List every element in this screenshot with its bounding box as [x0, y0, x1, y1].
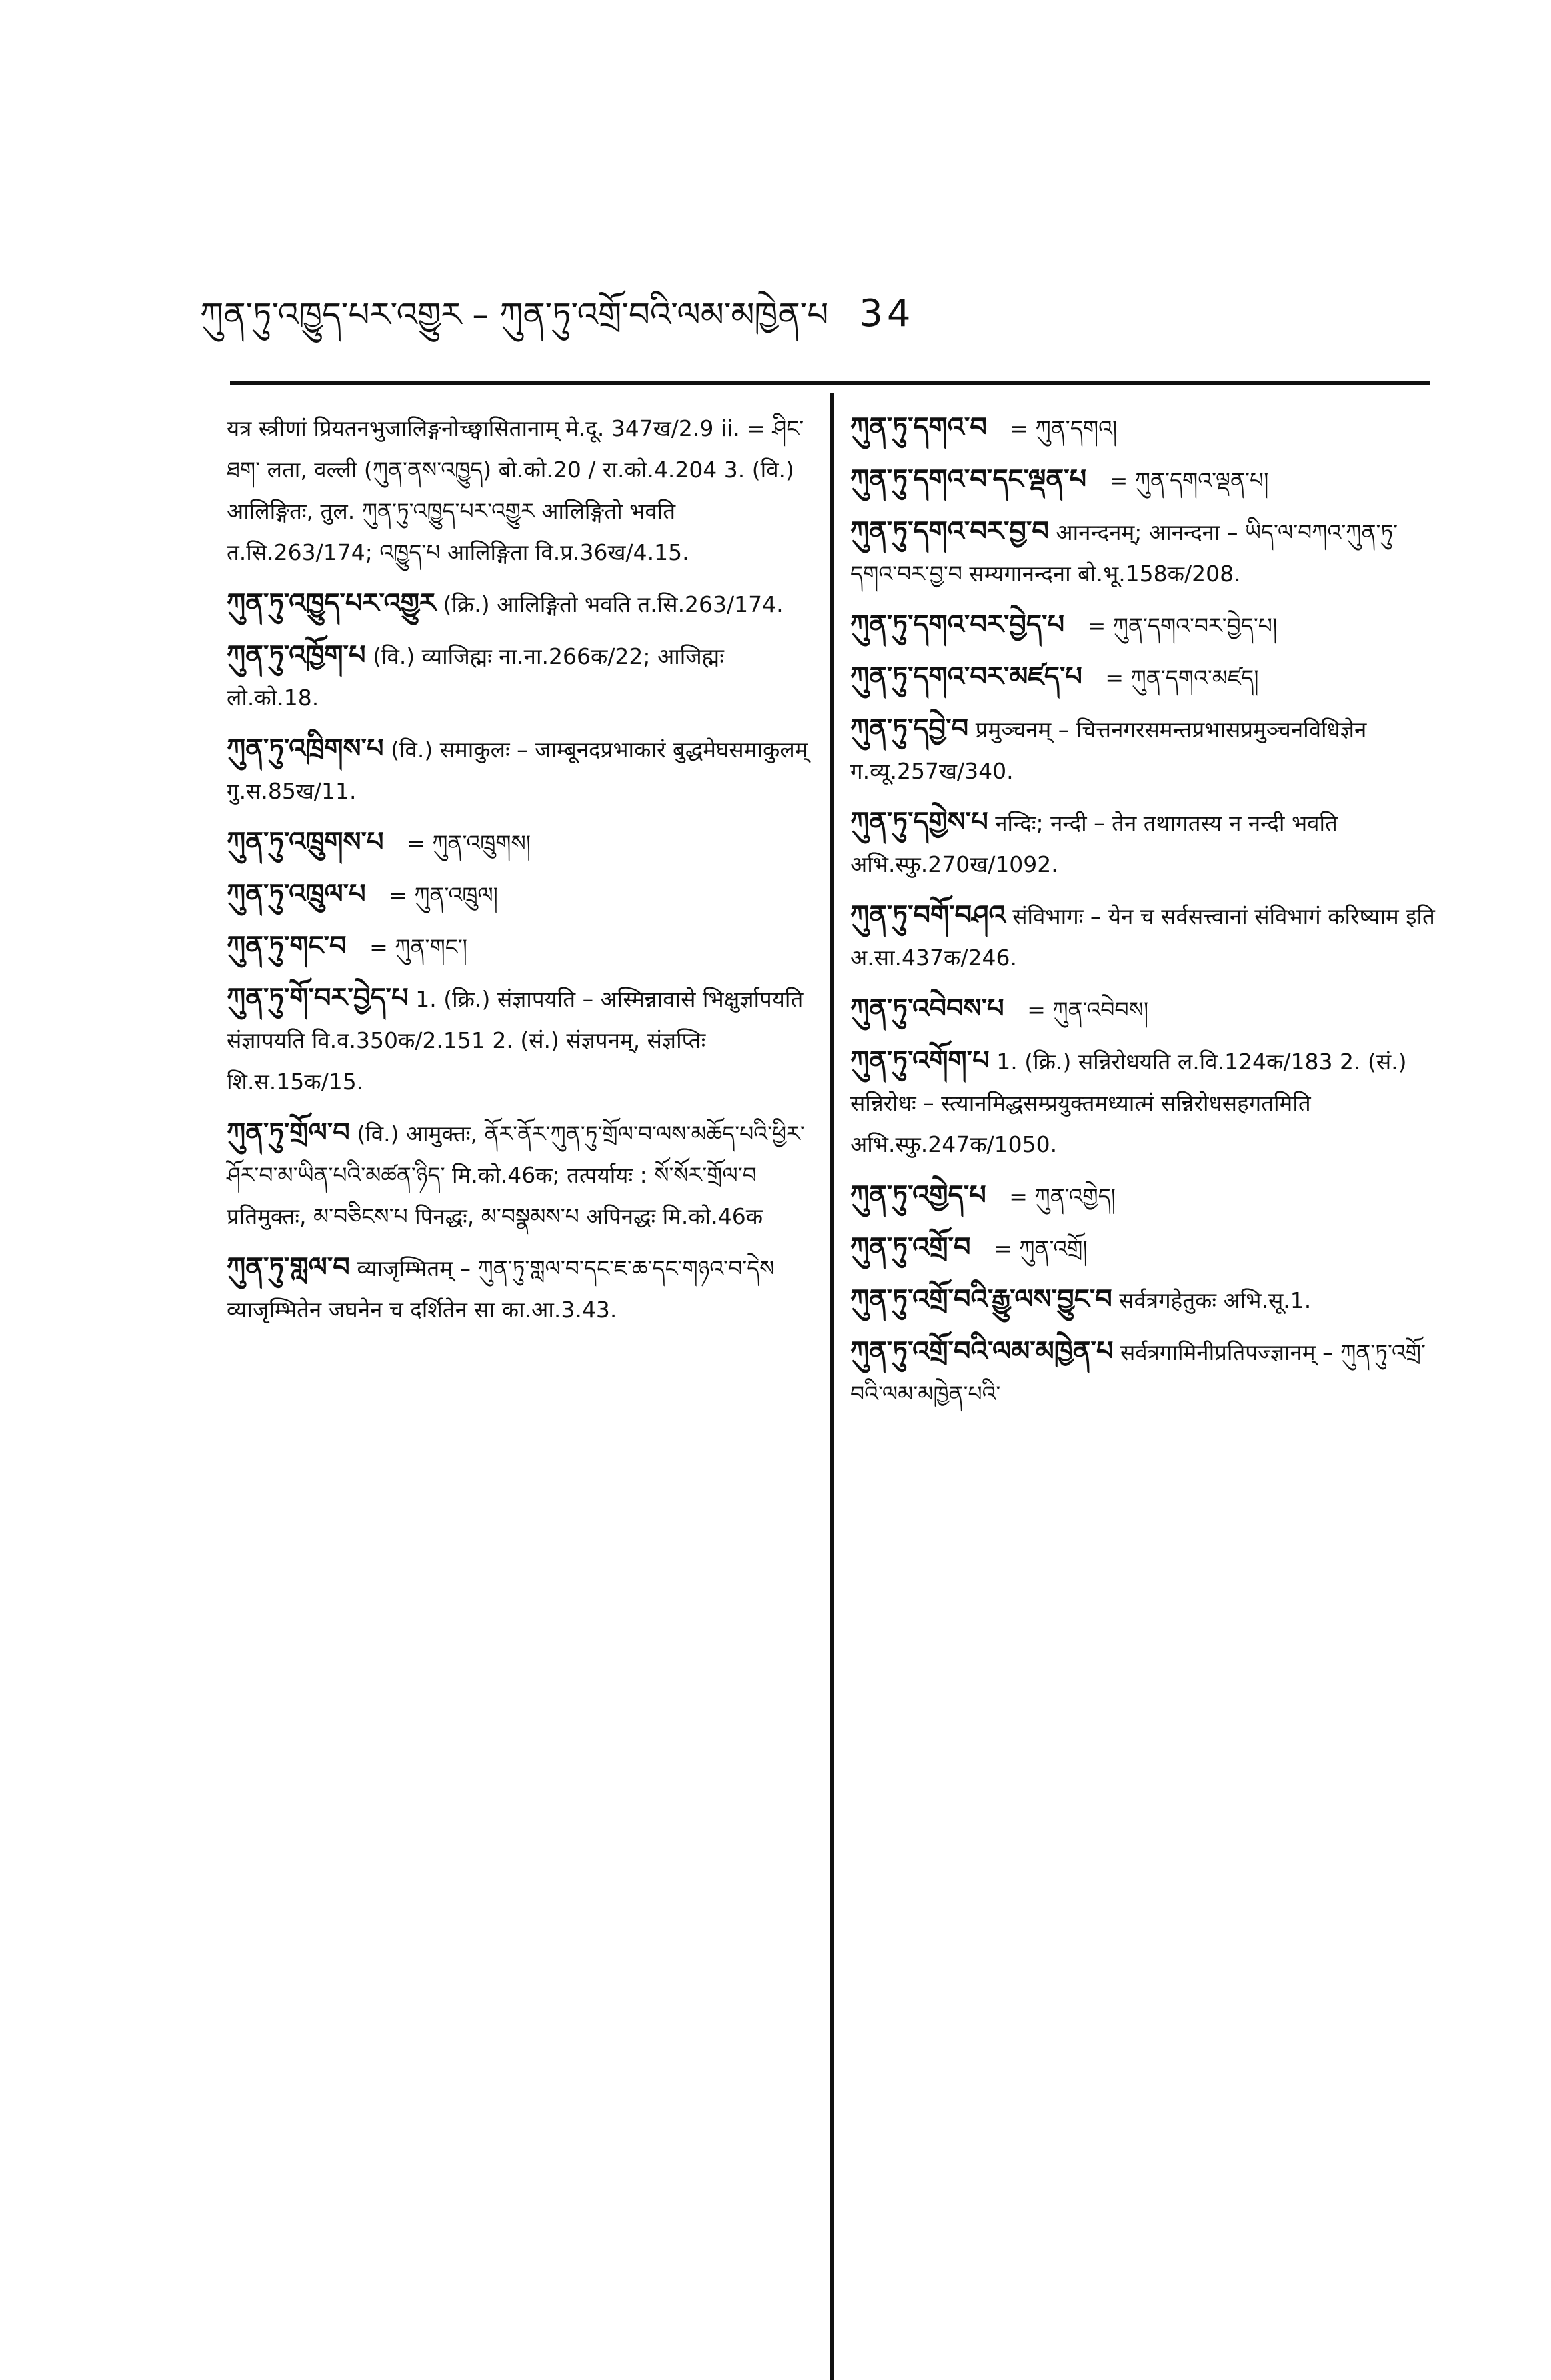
- dictionary-entry: [850, 708, 1437, 792]
- entry-text: = ཀུན་དགའ་ལྡན་པ།: [1109, 467, 1269, 493]
- dictionary-entry: [227, 728, 814, 812]
- entry-text: यत्र स्त्रीणां प्रियतनभुजालिङ्गनोच्छ्वासितानाम् मे.दू. 347ख/2.9 ii. = ཤིང་ཐག་ लता, वल्ली (ཀུན་ནས་འཁྱུད) बो.को.20 / रा.को.4.204 3. (वि.) आलिङ्गितः, तुल. ཀུན་ཏུ་འཁྱུད་པར་འགྱུར आलिङ्गितो भवति त.सि.263/174; འཁྱུད་པ आलिङ्गिता वि.प्र.36ख/4.15.: [227, 415, 804, 565]
- entry-headword: ཀུན་ཏུ་དབྱེ་བ: [850, 713, 969, 744]
- entry-headword: ཀུན་ཏུ་དགའ་བར་བྱེད་པ: [850, 609, 1065, 640]
- entry-headword: ཀུན་ཏུ་འགྲོ་བ: [850, 1232, 971, 1263]
- dictionary-entry: [227, 1247, 814, 1331]
- dictionary-entry: [850, 1331, 1437, 1415]
- entry-text: = ཀུན་འགྲོ།: [994, 1235, 1088, 1261]
- entry-headword: ཀུན་ཏུ་གླལ་བ: [227, 1252, 350, 1283]
- entry-headword: ཀུན་ཏུ་འཁྲུལ་པ: [227, 879, 366, 909]
- entry-headword: ཀུན་ཏུ་འཁྲུགས་པ: [227, 827, 384, 857]
- entry-headword: ཀུན་ཏུ་དགའ་བ་དང་ལྡན་པ: [850, 464, 1087, 495]
- entry-headword: ཀུན་ཏུ་དགའ་བར་མཛད་པ: [850, 661, 1082, 692]
- entry-text: = ཀུན་འཁྲུགས།: [407, 830, 531, 856]
- dictionary-entry: [850, 895, 1437, 979]
- entry-text: = ཀུན་འགྱེད།: [1009, 1183, 1116, 1209]
- dictionary-entry: [850, 604, 1437, 647]
- dictionary-entry: [850, 801, 1437, 885]
- entry-text: (वि.) समाकुलः – जाम्बूनदप्रभाकारं बुद्धमेघसमाकुलम् गु.स.85ख/11.: [227, 737, 808, 804]
- entry-text: व्याजृम्भितम् – ཀུན་ཏུ་གླལ་བ་དང་ཇ་ཆ་དང་གཉའ་བ་དེས व्याजृम्भितेन जघनेन च दर्शितेन सा का.आ.3.43.: [227, 1255, 775, 1323]
- entry-text: = ཀུན་དགའ་མཛད།: [1105, 665, 1259, 691]
- entry-headword: ཀུན་ཏུ་བགོ་བཤའ: [850, 900, 1006, 931]
- entry-text: (वि.) व्याजिह्मः ना.ना.266क/22; आजिह्मः लो.को.18.: [227, 643, 724, 711]
- entry-text: सर्वत्रगामिनीप्रतिपज्ज्ञानम् – ཀུན་ཏུ་འགྲོ་བའི་ལམ་མཁྱེན་པའི་: [850, 1339, 1426, 1407]
- header-rule: [230, 381, 1430, 385]
- dictionary-entry: [227, 925, 814, 968]
- dictionary-entry: [227, 1112, 814, 1237]
- dictionary-entry: [227, 407, 814, 573]
- entry-headword: ཀུན་ཏུ་འབེབས་པ: [850, 993, 1004, 1024]
- entry-text: = ཀུན་དགའ་བར་བྱེད་པ།: [1087, 613, 1278, 639]
- entry-headword: ཀུན་ཏུ་དགའ་བར་བྱ་བ: [850, 516, 1049, 547]
- dictionary-entry: [850, 1227, 1437, 1269]
- entry-text: आनन्दनम्; आनन्दना – ཡིད་ལ་བཀའ་ཀུན་ཏུ་དགའ་བར་བྱ་བ सम्यगानन्दना बो.भू.158क/208.: [850, 519, 1398, 587]
- dictionary-entry: [850, 407, 1437, 449]
- entry-headword: ཀུན་ཏུ་འགོག་པ: [850, 1045, 990, 1076]
- dictionary-entry: [850, 988, 1437, 1031]
- dictionary-entry: [850, 459, 1437, 501]
- dictionary-entry: [850, 1040, 1437, 1165]
- entry-text: संविभागः – येन च सर्वसत्त्वानां संविभागं करिष्याम इति अ.सा.437क/246.: [850, 903, 1435, 971]
- entry-text: = ཀུན་གང་།: [369, 934, 467, 960]
- running-header: [200, 293, 915, 335]
- column-divider: [830, 393, 834, 2380]
- dictionary-entry: [227, 977, 814, 1103]
- entry-text: नन्दिः; नन्दी – तेन तथागतस्य न नन्दी भवति अभि.स्फु.270ख/1092.: [850, 810, 1338, 877]
- entry-text: = ཀུན་འཁྲུལ།: [389, 882, 498, 908]
- entry-text: 1. (क्रि.) सन्निरोधयति ल.वि.124क/183 2. (सं.) सन्निरोधः – स्त्यानमिद्धसम्प्रयुक्तमध्यात्मं सन्निरोधसहगतमिति अभि.स्फु.247क/1050.: [850, 1049, 1407, 1157]
- entry-text: प्रमुञ्चनम् – चित्तनगरसमन्तप्रभासप्रमुञ्चनविधिज्ञेन ग.व्यू.257ख/340.: [850, 717, 1367, 784]
- header-title: ཀུན་ཏུ་འཁྱུད་པར་འགྱུར – ཀུན་ཏུ་འགྲོ་བའི་ལམ་མཁྱེན་པ: [200, 295, 829, 334]
- entry-text: = ཀུན་འབེབས།: [1027, 997, 1149, 1023]
- entry-text: सर्वत्रगहेतुकः अभि.सू.1.: [1119, 1287, 1312, 1313]
- entry-headword: ཀུན་ཏུ་གང་བ: [227, 931, 347, 961]
- entry-text: = ཀུན་དགའ།: [1010, 415, 1118, 441]
- entry-headword: ཀུན་ཏུ་གོ་བར་བྱེད་པ: [227, 983, 409, 1013]
- entry-text: (वि.) आमुक्तः, ནོར་ནོར་ཀུན་ཏུ་གྲོལ་བ་ལས་མཆོད་པའི་ཕྱིར་ཤོར་བ་མ་ཡིན་པའི་མཚན་ཉིད་ मि.को.46क; तत्पर्यायः : སོ་སོར་གྲོལ་བ प्रतिमुक्तः, མ་བཅིངས་པ पिनद्धः, མ་བསྣམས་པ अपिनद्धः मि.को.46क: [227, 1121, 805, 1229]
- dictionary-entry: [227, 583, 814, 625]
- entry-headword: ཀུན་ཏུ་འཁྱུད་པར་འགྱུར: [227, 588, 436, 619]
- entry-headword: ཀུན་ཏུ་དགྱེས་པ: [850, 807, 988, 837]
- right-column: [850, 407, 1437, 1424]
- entry-headword: ཀུན་ཏུ་འགྲོ་བའི་ལམ་མཁྱེན་པ: [850, 1336, 1114, 1367]
- left-column: [227, 407, 814, 1340]
- dictionary-entry: [850, 656, 1437, 699]
- entry-text: 1. (क्रि.) संज्ञापयति – अस्मिन्नावासे भिक्षुर्ज्ञापयति संज्ञापयति वि.व.350क/2.151 2. (सं.) संज्ञपनम्, संज्ञप्तिः शि.स.15क/15.: [227, 986, 804, 1095]
- entry-headword: ཀུན་ཏུ་འགྱེད་པ: [850, 1180, 986, 1211]
- entry-headword: ཀུན་ཏུ་དགའ་བ: [850, 412, 987, 443]
- entry-text: (क्रि.) आलिङ्गितो भवति त.सि.263/174.: [443, 591, 784, 617]
- dictionary-entry: [227, 635, 814, 719]
- page-number: 34: [859, 292, 915, 335]
- dictionary-entry: [850, 1175, 1437, 1217]
- entry-headword: ཀུན་ཏུ་འགྲོ་བའི་རྒྱུ་ལས་བྱུང་བ: [850, 1284, 1112, 1315]
- entry-headword: ཀུན་ཏུ་འཁྲིགས་པ: [227, 733, 384, 764]
- entry-headword: ཀུན་ཏུ་འཁྱོག་པ: [227, 640, 366, 671]
- entry-headword: ཀུན་ཏུ་གྲོལ་བ: [227, 1117, 350, 1148]
- dictionary-entry: [850, 511, 1437, 595]
- dictionary-entry: [227, 821, 814, 864]
- dictionary-entry: [850, 1279, 1437, 1321]
- dictionary-entry: [227, 873, 814, 916]
